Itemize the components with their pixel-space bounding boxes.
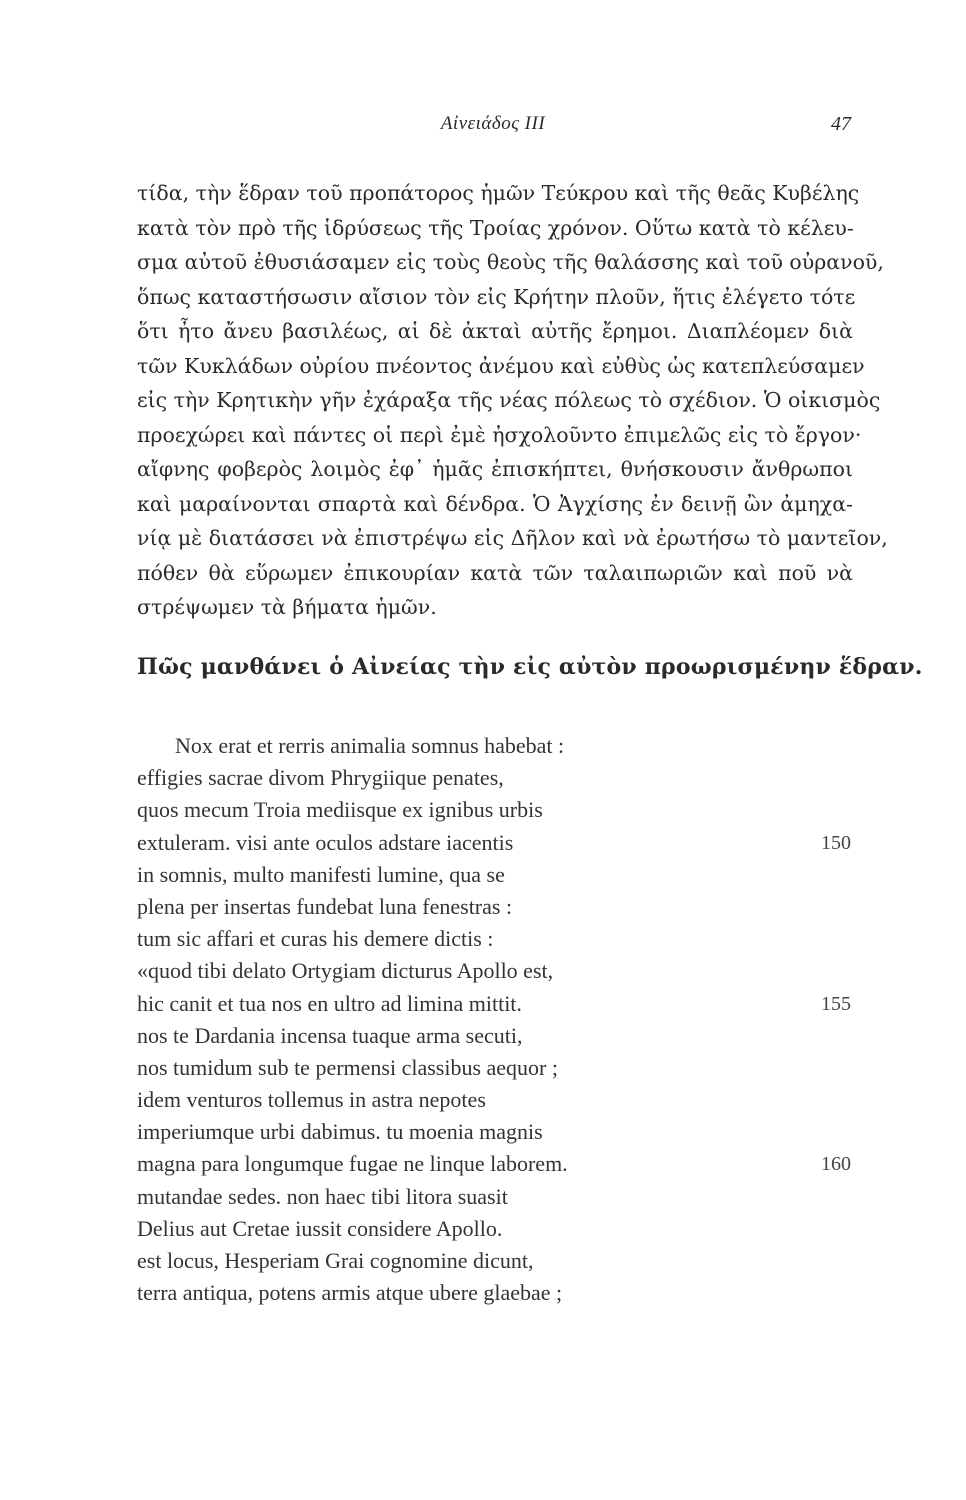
verse-line bbox=[137, 1084, 853, 1116]
verse-line bbox=[137, 1245, 853, 1277]
prose-line: νίᾳ μὲ διατάσσει νὰ ἐπιστρέψω εἰς Δῆλον καὶ νὰ ἐρωτήσω τὸ μαντεῖον, bbox=[137, 526, 888, 550]
verse-text: nos te Dardania incensa tuaque arma secuti, bbox=[137, 1022, 523, 1048]
verse-text: terra antiqua, potens armis atque ubere glaebae ; bbox=[137, 1280, 563, 1306]
verse-text: effigies sacrae divom Phrygiique penates, bbox=[137, 765, 504, 791]
prose-line: τίδα, τὴν ἕδραν τοῦ προπάτορος ἡμῶν Τεύκρου καὶ τῆς θεᾶς Κυβέλης bbox=[137, 181, 860, 205]
prose-line: ὅτι ἦτο ἄνευ βασιλέως, αἱ δὲ ἀκταὶ αὐτῆς ἔρημοι. Διαπλέομεν διὰ bbox=[137, 319, 853, 343]
verse-line bbox=[137, 923, 853, 955]
verse-text: mutandae sedes. non haec tibi litora suasit bbox=[137, 1183, 508, 1209]
verse-text: hic canit et tua nos en ultro ad limina mittit. bbox=[137, 990, 522, 1016]
prose-line: τῶν Κυκλάδων οὐρίου πνέοντος ἀνέμου καὶ εὐθὺς ὡς κατεπλεύσαμεν bbox=[137, 353, 865, 378]
verse-text: «quod tibi delato Ortygiam dicturus Apollo est, bbox=[137, 958, 554, 984]
verse-line bbox=[137, 827, 853, 859]
verse-line bbox=[137, 988, 853, 1020]
verse-line bbox=[137, 730, 853, 762]
running-title: Αἰνειάδος III bbox=[440, 113, 546, 134]
prose-line: εἰς τὴν Κρητικὴν γῆν ἐχάραξα τῆς νέας πόλεως τὸ σχέδιον. Ὁ οἰκισμὸς bbox=[137, 388, 881, 412]
verse-text: Delius aut Cretae iussit considere Apollo. bbox=[137, 1215, 503, 1241]
prose-line: αἴφνης φοβερὸς λοιμὸς ἐφ᾽ ἡμᾶς ἐπισκήπτει, θνήσκουσιν ἄνθρωποι bbox=[137, 457, 853, 481]
verse-line bbox=[137, 1020, 853, 1052]
verse-text: tum sic affari et curas his demere dictis : bbox=[137, 926, 494, 952]
verse-text: idem venturos tollemus in astra nepotes bbox=[137, 1087, 486, 1113]
prose-line: πόθεν θὰ εὕρωμεν ἐπικουρίαν κατὰ τῶν ταλαιπωριῶν καὶ ποῦ νὰ bbox=[137, 560, 853, 585]
prose-line: στρέψωμεν τὰ βήματα ἡμῶν. bbox=[137, 595, 437, 619]
verse-line bbox=[137, 955, 853, 987]
verse-line bbox=[137, 1181, 853, 1213]
latin-verse-block bbox=[137, 730, 853, 1309]
verse-text: magna para longumque fugae ne linque laborem. bbox=[137, 1151, 568, 1177]
verse-line bbox=[137, 891, 853, 923]
prose-line: κατὰ τὸν πρὸ τῆς ἱδρύσεως τῆς Τροίας χρόνον. Οὕτω κατὰ τὸ κέλευ- bbox=[137, 215, 854, 240]
verse-text: nos tumidum sub te permensi classibus aequor ; bbox=[137, 1054, 558, 1080]
verse-text: plena per insertas fundebat luna fenestras : bbox=[137, 893, 513, 919]
prose-line: καὶ μαραίνονται σπαρτὰ καὶ δένδρα. Ὁ Ἀγχίσης ἐν δεινῇ ὢν ἀμηχα- bbox=[137, 491, 853, 516]
verse-line bbox=[137, 1052, 853, 1084]
prose-line: ὅπως καταστήσωσιν αἴσιον τὸν εἰς Κρήτην πλοῦν, ἥτις ἐλέγετο τότε bbox=[137, 284, 856, 309]
verse-text: extuleram. visi ante oculos adstare iacentis bbox=[137, 829, 514, 855]
verse-line bbox=[137, 1277, 853, 1309]
verse-line bbox=[137, 1148, 853, 1180]
verse-text: in somnis, multo manifesti lumine, qua se bbox=[137, 861, 505, 887]
verse-text: imperiumque urbi dabimus. tu moenia magnis bbox=[137, 1119, 543, 1145]
page-number: 47 bbox=[831, 113, 851, 135]
prose-line: σμα αὐτοῦ ἐθυσιάσαμεν εἰς τοὺς θεοὺς τῆς θαλάσσης καὶ τοῦ οὐρανοῦ, bbox=[137, 250, 884, 274]
verse-line bbox=[137, 794, 853, 826]
line-number: 150 bbox=[821, 831, 851, 854]
running-head bbox=[135, 113, 851, 143]
line-number: 155 bbox=[821, 992, 851, 1015]
line-number: 160 bbox=[821, 1153, 851, 1176]
verse-line bbox=[137, 762, 853, 794]
prose-line: προεχώρει καὶ πάντες οἱ περὶ ἐμὲ ἠσχολοῦντο ἐπιμελῶς εἰς τὸ ἔργον· bbox=[137, 422, 862, 447]
verse-line bbox=[137, 1116, 853, 1148]
verse-line bbox=[137, 1213, 853, 1245]
verse-line bbox=[137, 859, 853, 891]
verse-text: est locus, Hesperiam Grai cognomine dicunt, bbox=[137, 1248, 534, 1273]
section-heading: Πῶς μανθάνει ὁ Αἰνείας τὴν εἰς αὐτὸν προωρισμένην ἕδραν. bbox=[137, 654, 923, 680]
greek-prose-paragraph bbox=[137, 176, 888, 625]
verse-text: quos mecum Troia mediisque ex ignibus urbis bbox=[137, 797, 543, 823]
verse-text: Nox erat et rerris animalia somnus habebat : bbox=[175, 733, 565, 758]
